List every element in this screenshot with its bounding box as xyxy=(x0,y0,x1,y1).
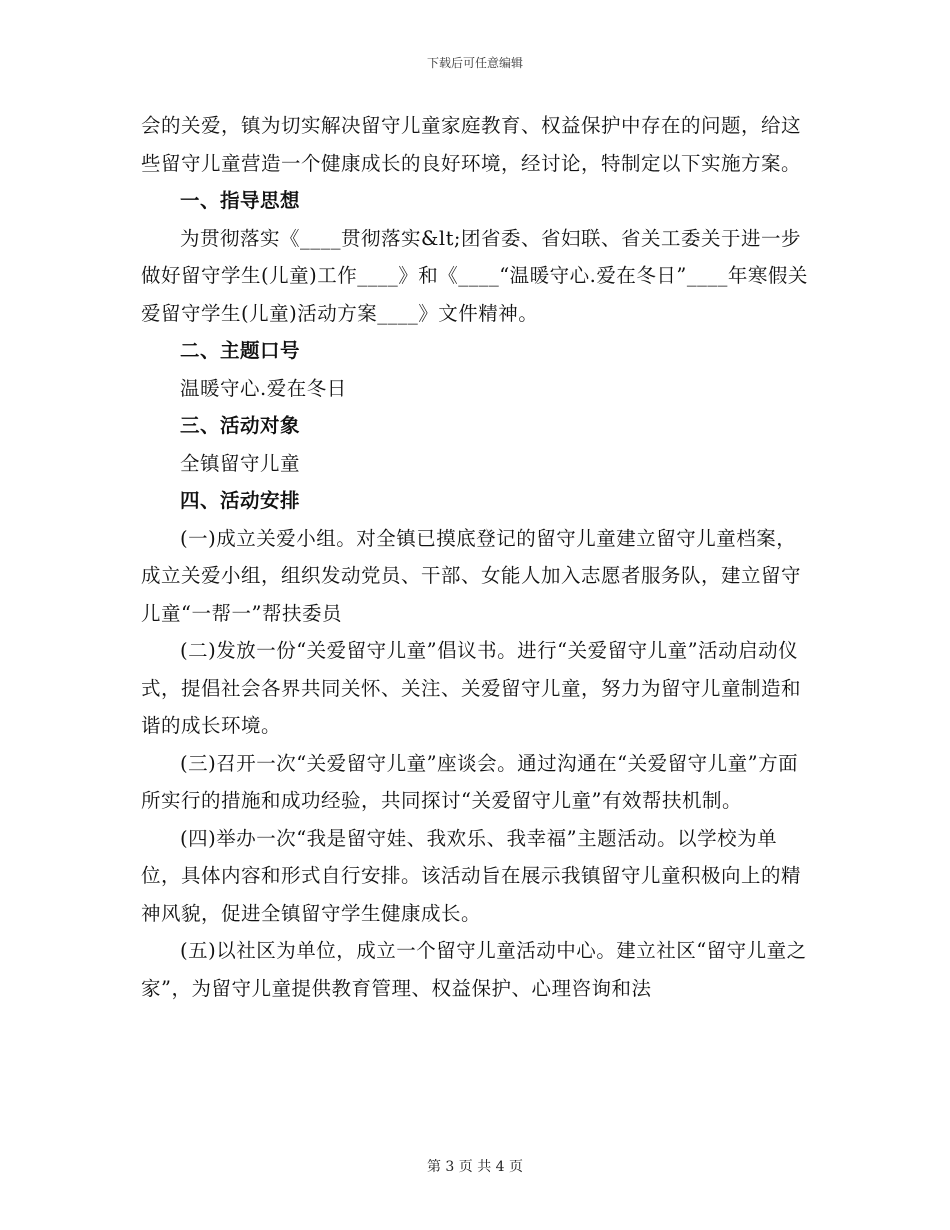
paragraph-arrangement-5: (五)以社区为单位，成立一个留守儿童活动中心。建立社区“留守儿童之家”，为留守儿童提供教育管理、权益保护、心理咨询和法 xyxy=(141,939,807,1000)
intro-paragraph: 会的关爱，镇为切实解决留守儿童家庭教育、权益保护中存在的问题，给这些留守儿童营造一个健康成长的良好环境，经讨论，特制定以下实施方案。 xyxy=(141,114,802,175)
paragraph-arrangement-2: (二)发放一份“关爱留守儿童”倡议书。进行“关爱留守儿童”活动启动仪式，提倡社会各界共同关怀、关注、关爱留守儿童，努力为留守儿童制造和谐的成长环境。 xyxy=(141,639,802,737)
page-footer: 第 3 页 共 4 页 xyxy=(426,1159,524,1175)
paragraph-arrangement-3: (三)召开一次“关爱留守儿童”座谈会。通过沟通在“关爱留守儿童”方面所实行的措施和成功经验，共同探讨“关爱留守儿童”有效帮扶机制。 xyxy=(141,751,799,812)
paragraph-theme-slogan: 温暖守心.爱在冬日 xyxy=(180,376,347,400)
paragraph-guiding-ideology: 为贯彻落实《____贯彻落实&lt;团省委、省妇联、省关工委关于进一步做好留守学生(儿童)工作____》和《____“温暖守心.爱在冬日”____年寒假关爱留守学生(儿童)活动方案____》文件精神。 xyxy=(141,226,808,325)
section-heading-activity-target: 三、活动对象 xyxy=(180,414,301,437)
paragraph-arrangement-1: (一)成立关爱小组。对全镇已摸底登记的留守儿童建立留守儿童档案，成立关爱小组，组织发动党员、干部、女能人加入志愿者服务队，建立留守儿童“一帮一”帮扶委员 xyxy=(141,526,802,625)
paragraph-activity-target: 全镇留守儿童 xyxy=(180,451,301,475)
section-heading-theme-slogan: 二、主题口号 xyxy=(180,339,301,362)
paragraph-arrangement-4: (四)举办一次“我是留守娃、我欢乐、我幸福”主题活动。以学校为单位，具体内容和形式自行安排。该活动旨在展示我镇留守儿童积极向上的精神风貌，促进全镇留守学生健康成长。 xyxy=(141,826,802,925)
page-header: 下载后可任意编辑 xyxy=(426,56,523,70)
section-heading-guiding-ideology: 一、指导思想 xyxy=(180,189,301,212)
document-body xyxy=(141,107,809,1007)
section-heading-activity-arrangement: 四、活动安排 xyxy=(180,489,301,512)
